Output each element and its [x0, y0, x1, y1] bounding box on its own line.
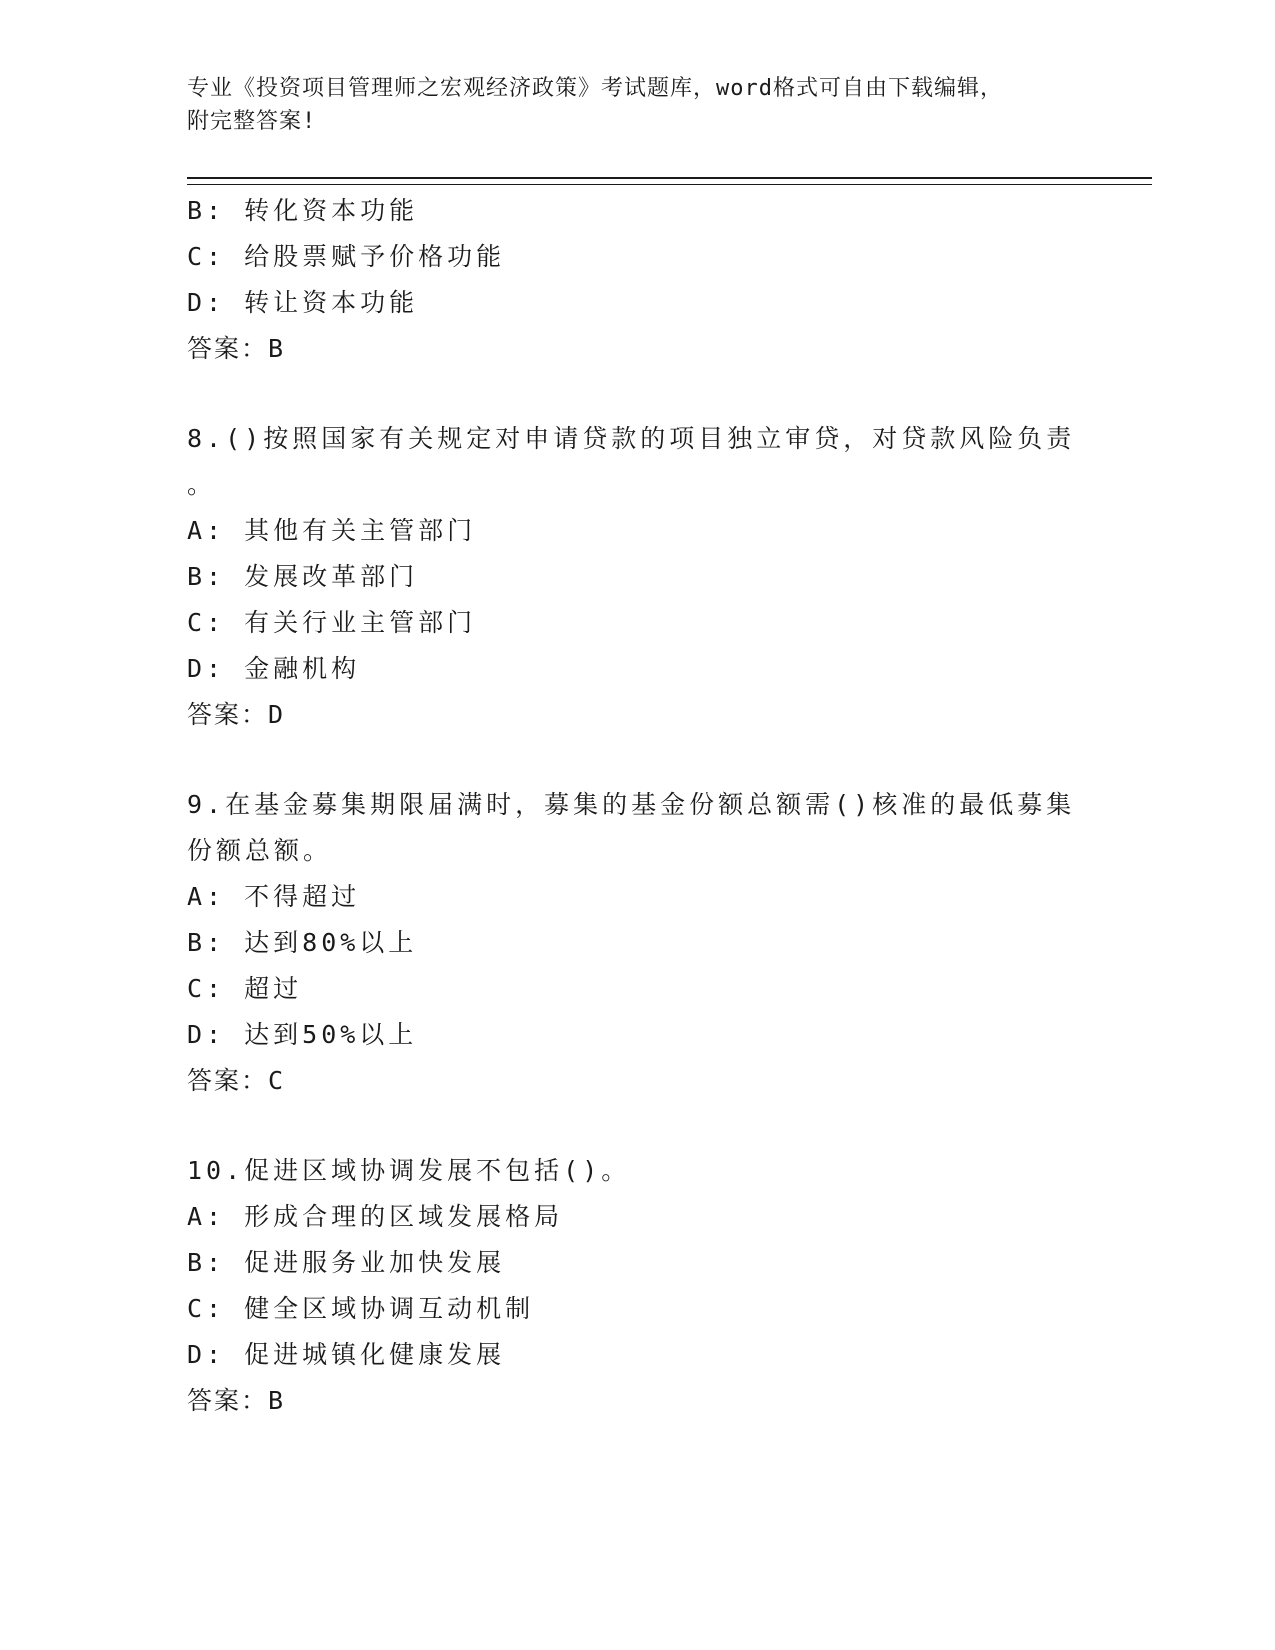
option-d	[187, 280, 1067, 326]
option-text: 给股票赋予价格功能	[244, 242, 506, 271]
option-c	[187, 234, 1067, 280]
option-text: 超过	[244, 974, 303, 1003]
option-text: 达到80%以上	[244, 928, 418, 957]
answer: 答案：D	[187, 700, 286, 729]
option-label: D:	[187, 1020, 245, 1049]
option-label: C:	[187, 242, 245, 271]
option-text: 有关行业主管部门	[244, 608, 477, 637]
option-c	[187, 600, 1067, 646]
option-c	[187, 966, 1067, 1012]
option-b	[187, 188, 1067, 234]
option-label: C:	[187, 608, 245, 637]
option-d	[187, 646, 1067, 692]
option-text: 不得超过	[244, 882, 361, 911]
option-d	[187, 1012, 1067, 1058]
answer: 答案：B	[187, 1386, 286, 1415]
header-line-2: 附完整答案!	[187, 109, 317, 134]
header-divider-thick	[187, 177, 1152, 179]
option-label: A:	[187, 882, 245, 911]
answer: 答案：C	[187, 1066, 286, 1095]
option-text: 其他有关主管部门	[244, 516, 477, 545]
question-9	[187, 782, 1076, 1104]
option-text: 转让资本功能	[244, 288, 419, 317]
question-text-line-1: 10.促进区域协调发展不包括()。	[187, 1156, 631, 1185]
option-label: B:	[187, 196, 245, 225]
option-text: 促进城镇化健康发展	[244, 1340, 506, 1369]
option-label: B:	[187, 1248, 245, 1277]
question-text-line-1: 8.()按照国家有关规定对申请贷款的项目独立审贷，对贷款风险负责	[187, 424, 1076, 453]
question-text-line-2: 。	[187, 470, 217, 499]
option-label: B:	[187, 562, 245, 591]
header-line-1: 专业《投资项目管理师之宏观经济政策》考试题库，word格式可自由下载编辑，	[187, 76, 1003, 101]
option-text: 达到50%以上	[244, 1020, 418, 1049]
option-text: 促进服务业加快发展	[244, 1248, 506, 1277]
option-label: B:	[187, 928, 245, 957]
answer: 答案：B	[187, 334, 286, 363]
option-label: D:	[187, 654, 245, 683]
option-b	[187, 920, 1067, 966]
option-label: A:	[187, 516, 245, 545]
question-10	[187, 1148, 1067, 1424]
option-text: 发展改革部门	[244, 562, 419, 591]
option-c	[187, 1286, 1067, 1332]
option-text: 金融机构	[244, 654, 361, 683]
question-text-line-1: 9.在基金募集期限届满时，募集的基金份额总额需()核准的最低募集	[187, 790, 1076, 819]
option-label: C:	[187, 1294, 245, 1323]
option-text: 形成合理的区域发展格局	[244, 1202, 564, 1231]
option-label: D:	[187, 1340, 245, 1369]
option-b	[187, 1240, 1067, 1286]
option-b	[187, 554, 1067, 600]
option-a	[187, 874, 1067, 920]
question-list	[187, 188, 1076, 1424]
option-label: A:	[187, 1202, 245, 1231]
document-header	[187, 72, 1067, 138]
option-label: C:	[187, 974, 245, 1003]
option-label: D:	[187, 288, 245, 317]
option-d	[187, 1332, 1067, 1378]
question-8	[187, 416, 1076, 738]
header-divider-thin	[187, 184, 1152, 185]
option-text: 转化资本功能	[244, 196, 419, 225]
option-a	[187, 508, 1067, 554]
option-text: 健全区域协调互动机制	[244, 1294, 535, 1323]
question-partial	[187, 188, 1067, 372]
option-a	[187, 1194, 1067, 1240]
question-text-line-2: 份额总额。	[187, 836, 333, 865]
